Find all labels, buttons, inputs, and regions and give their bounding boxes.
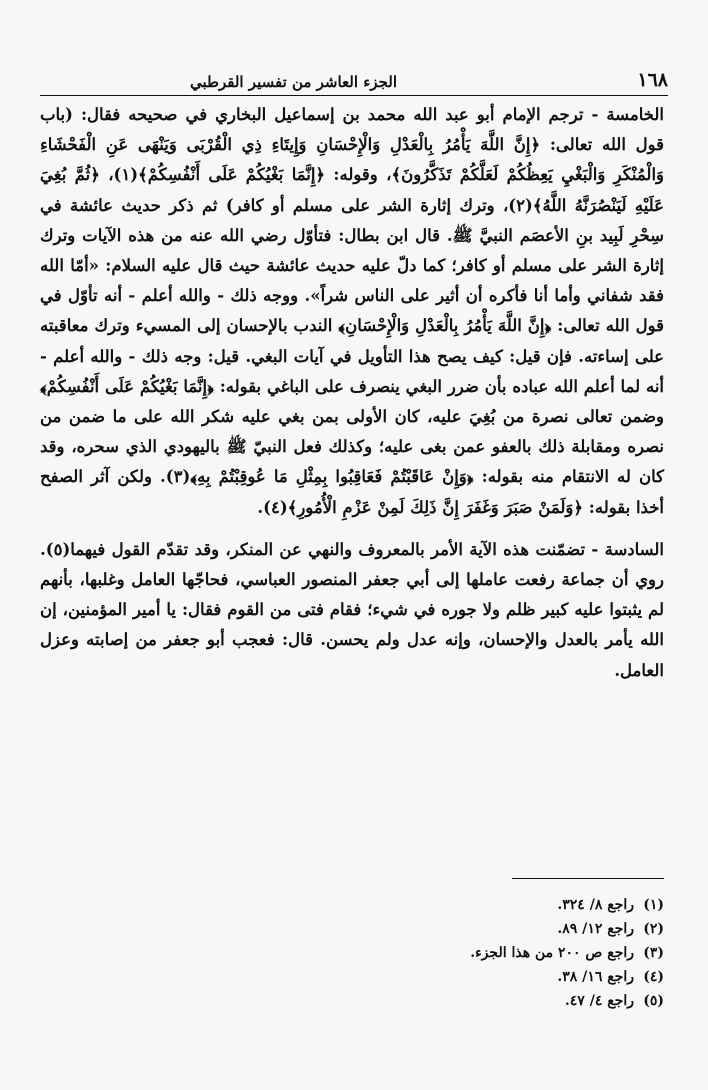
running-title: الجزء العاشر من تفسير القرطبي: [190, 73, 397, 91]
footnote-text: راجع ١٦/ ٣٨.: [557, 969, 634, 985]
footnote: [334, 965, 664, 989]
paragraph-lead: الخامسة -: [591, 105, 665, 124]
footnote-number: (٢): [643, 921, 664, 937]
footnote-text: راجع ص ٢٠٠ من هذا الجزء.: [470, 945, 634, 961]
footnote-text: راجع ٤/ ٤٧.: [564, 993, 634, 1009]
footnote-number: (٣): [643, 945, 664, 961]
paragraph-sixth: [40, 535, 664, 686]
footnote: [334, 941, 664, 965]
footnote-number: (٤): [643, 969, 664, 985]
page-header: [40, 60, 668, 96]
footnote-text: راجع ١٢/ ٨٩.: [557, 921, 634, 937]
paragraph-lead: السادسة -: [591, 539, 664, 559]
footnote-divider: [512, 878, 664, 879]
footnote-number: (٥): [643, 993, 664, 1009]
paragraph-text: ترجم الإمام أبو عبد الله محمد بن إسماعيل البخاري في صحيحه فقال: (باب قول الله تعالى: ﴿إِنَّ اللَّهَ يَأْمُرُ بِالْعَدْلِ وَالْإِحْسَانِ وَإِيتَاءِ ذِي الْقُرْبَى وَيَنْهَى عَنِ الْفَحْشَاءِ وَالْمُنْكَرِ وَالْبَغْيِ يَعِظُكُمْ لَعَلَّكُمْ تَذَكَّرُونَ﴾، وقوله: ﴿إِنَّمَا بَغْيُكُمْ عَلَى أَنْفُسِكُمْ﴾(١)، ﴿ثُمَّ بُغِيَ عَلَيْهِ لَيَنْصُرَنَّهُ اللَّهُ﴾(٢)، وترك إثارة الشر على مسلم أو كافر) ثم ذكر حديث عائشة في سِحْرِ لَبِيد بنِ الأعصَم النبيَّ ﷺ. قال ابن بطال: فتأوّل رضي الله عنه من هذه الآيات وترك إثارة الشر على مسلم أو كافر؛ كما دلّ عليه حديث عائشة حيث قال عليه السلام: «أمّا الله فقد شفاني وأما أنا فأكره أن أثير على الناس شراً». ووجه ذلك - والله أعلم - أنه تأوّل في قول الله تعالى: ﴿إِنَّ اللَّهَ يَأْمُرُ بِالْعَدْلِ وَالْإِحْسَانِ﴾ الندب بالإحسان إلى المسيء وترك معاقبته على إساءته. فإن قيل: كيف يصح هذا التأويل في آيات البغي. قيل: وجه ذلك - والله أعلم - أنه لما أعلم الله عباده بأن ضرر البغي ينصرف على الباغي بقوله: ﴿إِنَّمَا بَغْيُكُمْ عَلَى أَنْفُسِكُمْ﴾ وضمن تعالى نصرة من بُغِيَ عليه، كان الأولى بمن بغي عليه شكر الله على ما ضمن من نصره ومقابلة ذلك بالعفو عمن بغى عليه؛ وكذلك فعل النبيّ ﷺ باليهودي الذي سحره، وقد كان له الانتقام منه بقوله: ﴿وَإِنْ عَاقَبْتُمْ فَعَاقِبُوا بِمِثْلِ مَا عُوقِبْتُمْ بِهِ﴾(٣). ولكن آثر الصفح أخذا بقوله: ﴿وَلَمَنْ صَبَرَ وَغَفَرَ إِنَّ ذَلِكَ لَمِنْ عَزْمِ الْأُمُورِ﴾(٤).: [40, 105, 664, 517]
paragraph-fifth: [40, 100, 664, 523]
page-number: ١٦٨: [637, 69, 668, 91]
footnote: [334, 893, 664, 917]
footnote: [334, 989, 664, 1013]
footnote-number: (١): [643, 897, 664, 913]
main-text: [40, 100, 664, 686]
footnotes: [334, 893, 664, 1013]
paragraph-text: تضمّنت هذه الآية الأمر بالمعروف والنهي عن المنكر، وقد تقدّم القول فيهما(٥). روي أن جماعة رفعت عاملها إلى أبي جعفر المنصور العباسي، فحاجّها العامل وغلبها، بأنهم لم يثبتوا عليه كبير ظلم ولا جوره في شيء؛ فقام فتى من القوم فقال: يا أمير المؤمنين، إن الله يأمر بالعدل والإحسان، وإنه عدل ولم يحسن. قال: فعجب أبو جعفر من إصابته وعزل العامل.: [40, 539, 664, 680]
footnote-text: راجع ٨/ ٣٢٤.: [557, 897, 634, 913]
footnote: [334, 917, 664, 941]
